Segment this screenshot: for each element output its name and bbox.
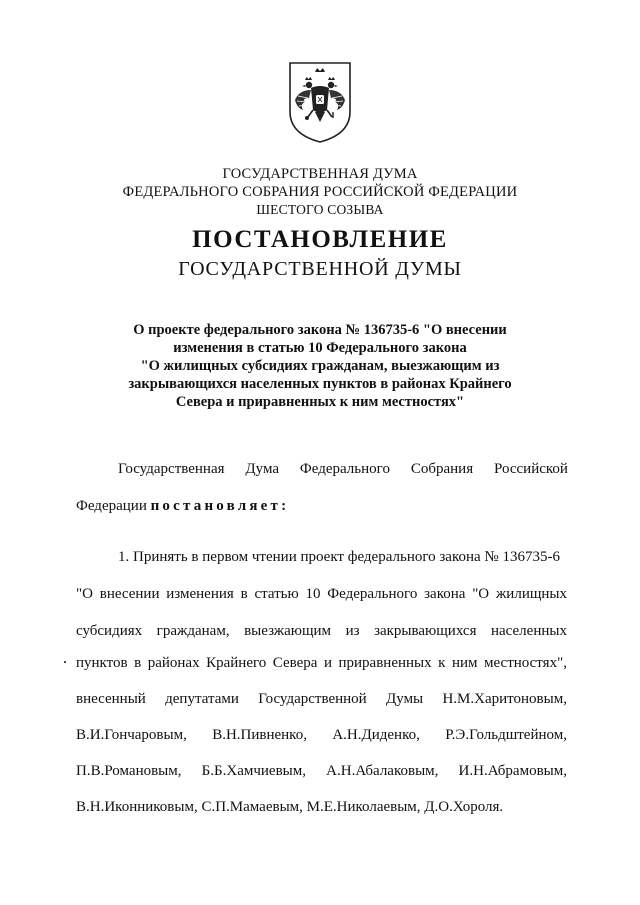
subject-line: Севера и приравненных к ним местностях": [175, 394, 465, 410]
word: Федерального: [327, 586, 418, 602]
word: внесении: [99, 586, 160, 602]
item1-line-7: [76, 763, 567, 780]
document-subtitle: ГОСУДАРСТВЕННОЙ ДУМЫ: [178, 258, 462, 280]
preamble-word: Собрания: [410, 461, 474, 477]
word: населенных: [491, 623, 567, 639]
preamble-line-1: [118, 461, 568, 478]
preamble-line-2: [76, 498, 289, 515]
scan-speck: [64, 661, 66, 663]
item1-line-4: [76, 655, 567, 672]
word: и: [323, 655, 332, 671]
word: депутатами: [165, 691, 239, 707]
double-headed-eagle-icon: [287, 60, 353, 144]
word: районах: [147, 655, 200, 671]
word: "О: [472, 586, 490, 602]
word: из: [345, 623, 360, 639]
word: закрывающихся: [374, 623, 477, 639]
item1-last-line: В.Н.Иконниковым, С.П.Мамаевым, М.Е.Николаевым, Д.О.Хороля.: [76, 799, 504, 815]
word: пунктов: [76, 655, 128, 671]
word: Н.М.Харитоновым,: [442, 691, 567, 707]
word: изменения: [166, 586, 234, 602]
word: Б.Б.Хамчиевым,: [201, 763, 306, 779]
word: ним: [451, 655, 478, 671]
subject-line: "О жилищных субсидиях гражданам, выезжающим из: [140, 358, 500, 374]
preamble-federation: Федерации: [76, 498, 147, 514]
word: выезжающим: [244, 623, 332, 639]
word: субсидиях: [76, 623, 143, 639]
item1-line-6: [76, 727, 567, 744]
word: гражданам,: [156, 623, 230, 639]
word: П.В.Романовым,: [76, 763, 182, 779]
word: 10: [305, 586, 321, 602]
word: "О: [76, 586, 93, 602]
header-convocation: ШЕСТОГО СОЗЫВА: [256, 202, 384, 217]
word: внесенный: [76, 691, 146, 707]
word: Р.Э.Гольдштейном,: [445, 727, 567, 743]
word: И.Н.Абрамовым,: [458, 763, 567, 779]
preamble-word: Государственная: [118, 461, 225, 477]
preamble-word: Федерального: [299, 461, 390, 477]
header-federal-assembly: ФЕДЕРАЛЬНОГО СОБРАНИЯ РОССИЙСКОЙ ФЕДЕРАЦИИ: [122, 184, 518, 200]
word: приравненных: [338, 655, 432, 671]
resolution-subject: [0, 321, 640, 411]
word: В.Н.Пивненко,: [212, 727, 307, 743]
word: Думы: [386, 691, 424, 707]
word: в: [134, 655, 142, 671]
word: закона: [424, 586, 466, 602]
word: в: [240, 586, 248, 602]
word: Государственной: [258, 691, 367, 707]
item1-first-line: 1. Принять в первом чтении проект федерального закона № 136735-6: [118, 549, 560, 565]
word: А.Н.Диденко,: [332, 727, 420, 743]
word: жилищных: [495, 586, 567, 602]
word: статью: [254, 586, 299, 602]
item1-line-5: [76, 691, 567, 708]
word: местностях",: [484, 655, 567, 671]
word: Крайнего: [206, 655, 267, 671]
item1-line-2: [76, 586, 567, 603]
preamble-word: Российской: [494, 461, 568, 477]
word: Севера: [272, 655, 318, 671]
word: В.И.Гончаровым,: [76, 727, 187, 743]
document-title: ПОСТАНОВЛЕНИЕ: [192, 226, 448, 253]
coat-of-arms-emblem: [287, 60, 353, 144]
word: к: [438, 655, 446, 671]
subject-line: закрывающихся населенных пунктов в районах Крайнего: [128, 376, 512, 392]
subject-line: О проекте федерального закона № 136735-6 "О внесении: [133, 322, 507, 338]
preamble-word: Дума: [245, 461, 280, 477]
header-duma: ГОСУДАРСТВЕННАЯ ДУМА: [222, 166, 418, 182]
subject-line: изменения в статью 10 Федерального закона: [173, 340, 467, 356]
item1-line-3: [76, 623, 567, 640]
word: А.Н.Абалаковым,: [326, 763, 439, 779]
preamble-resolves: постановляет:: [150, 498, 290, 514]
